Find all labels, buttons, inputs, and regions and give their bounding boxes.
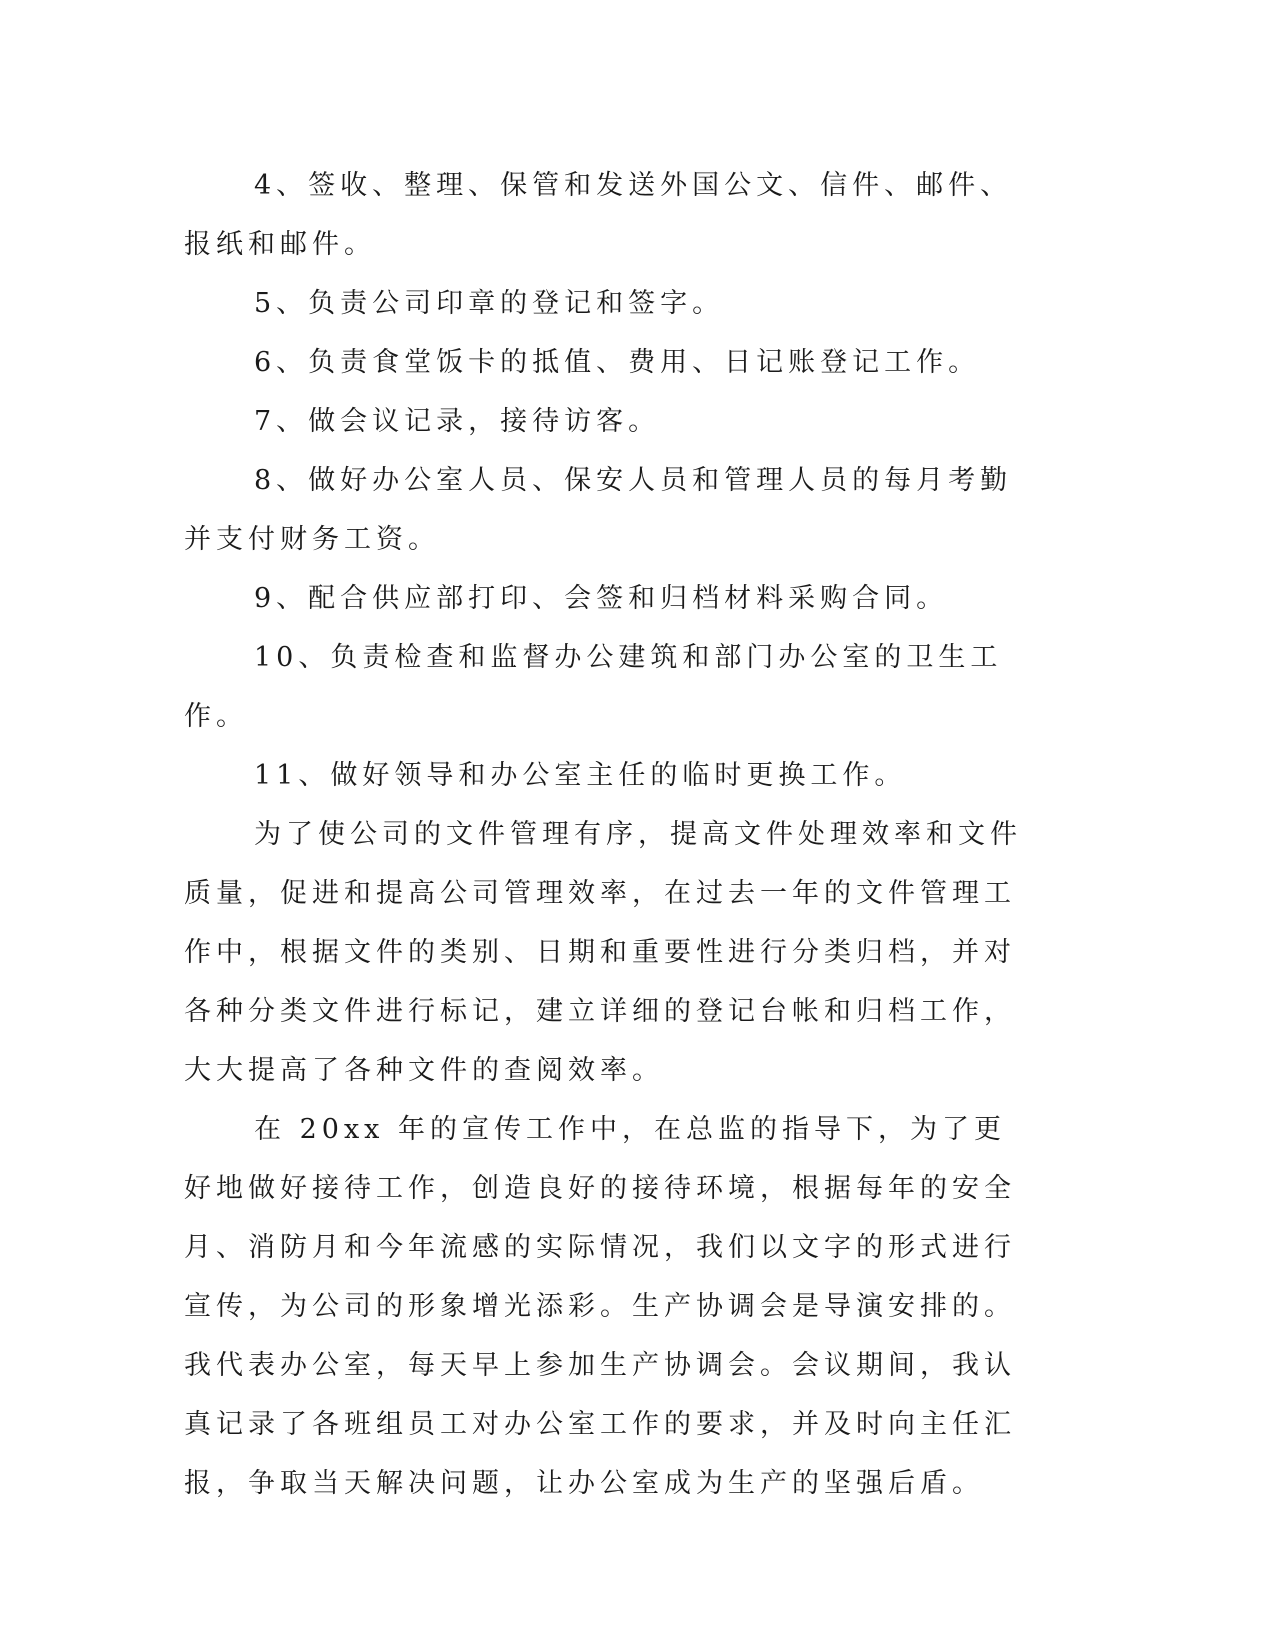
- paragraph-item-11: 11、做好领导和办公室主任的临时更换工作。: [254, 760, 907, 791]
- document-body: [184, 156, 1034, 1513]
- paragraph-item-9: 9、配合供应部打印、会签和归档材料采购合同。: [254, 583, 949, 614]
- paragraph-item-8: 8、做好办公室人员、保安人员和管理人员的每月考勤并支付财务工资。: [184, 465, 1013, 555]
- paragraph-item-7: 7、做会议记录，接待访客。: [254, 406, 661, 437]
- paragraph-publicity-work: 在 20xx 年的宣传工作中，在总监的指导下，为了更好地做好接待工作，创造良好的接待环境，根据每年的安全月、消防月和今年流感的实际情况，我们以文字的形式进行宣传，为公司的形象增光添彩。生产协调会是导演安排的。我代表办公室，每天早上参加生产协调会。会议期间，我认真记录了各班组员工对办公室工作的要求，并及时向主任汇报，争取当天解决问题，让办公室成为生产的坚强后盾。: [184, 1114, 1016, 1499]
- paragraph-item-5: 5、负责公司印章的登记和签字。: [254, 288, 725, 319]
- paragraph-item-6: 6、负责食堂饭卡的抵值、费用、日记账登记工作。: [254, 347, 981, 378]
- paragraph-file-management: 为了使公司的文件管理有序，提高文件处理效率和文件质量，促进和提高公司管理效率，在过去一年的文件管理工作中，根据文件的类别、日期和重要性进行分类归档，并对各种分类文件进行标记，建立详细的登记台帐和归档工作，大大提高了各种文件的查阅效率。: [184, 819, 1022, 1086]
- paragraph-item-10: 10、负责检查和监督办公建筑和部门办公室的卫生工作。: [184, 642, 1003, 732]
- paragraph-item-4: 4、签收、整理、保管和发送外国公文、信件、邮件、报纸和邮件。: [184, 170, 1013, 260]
